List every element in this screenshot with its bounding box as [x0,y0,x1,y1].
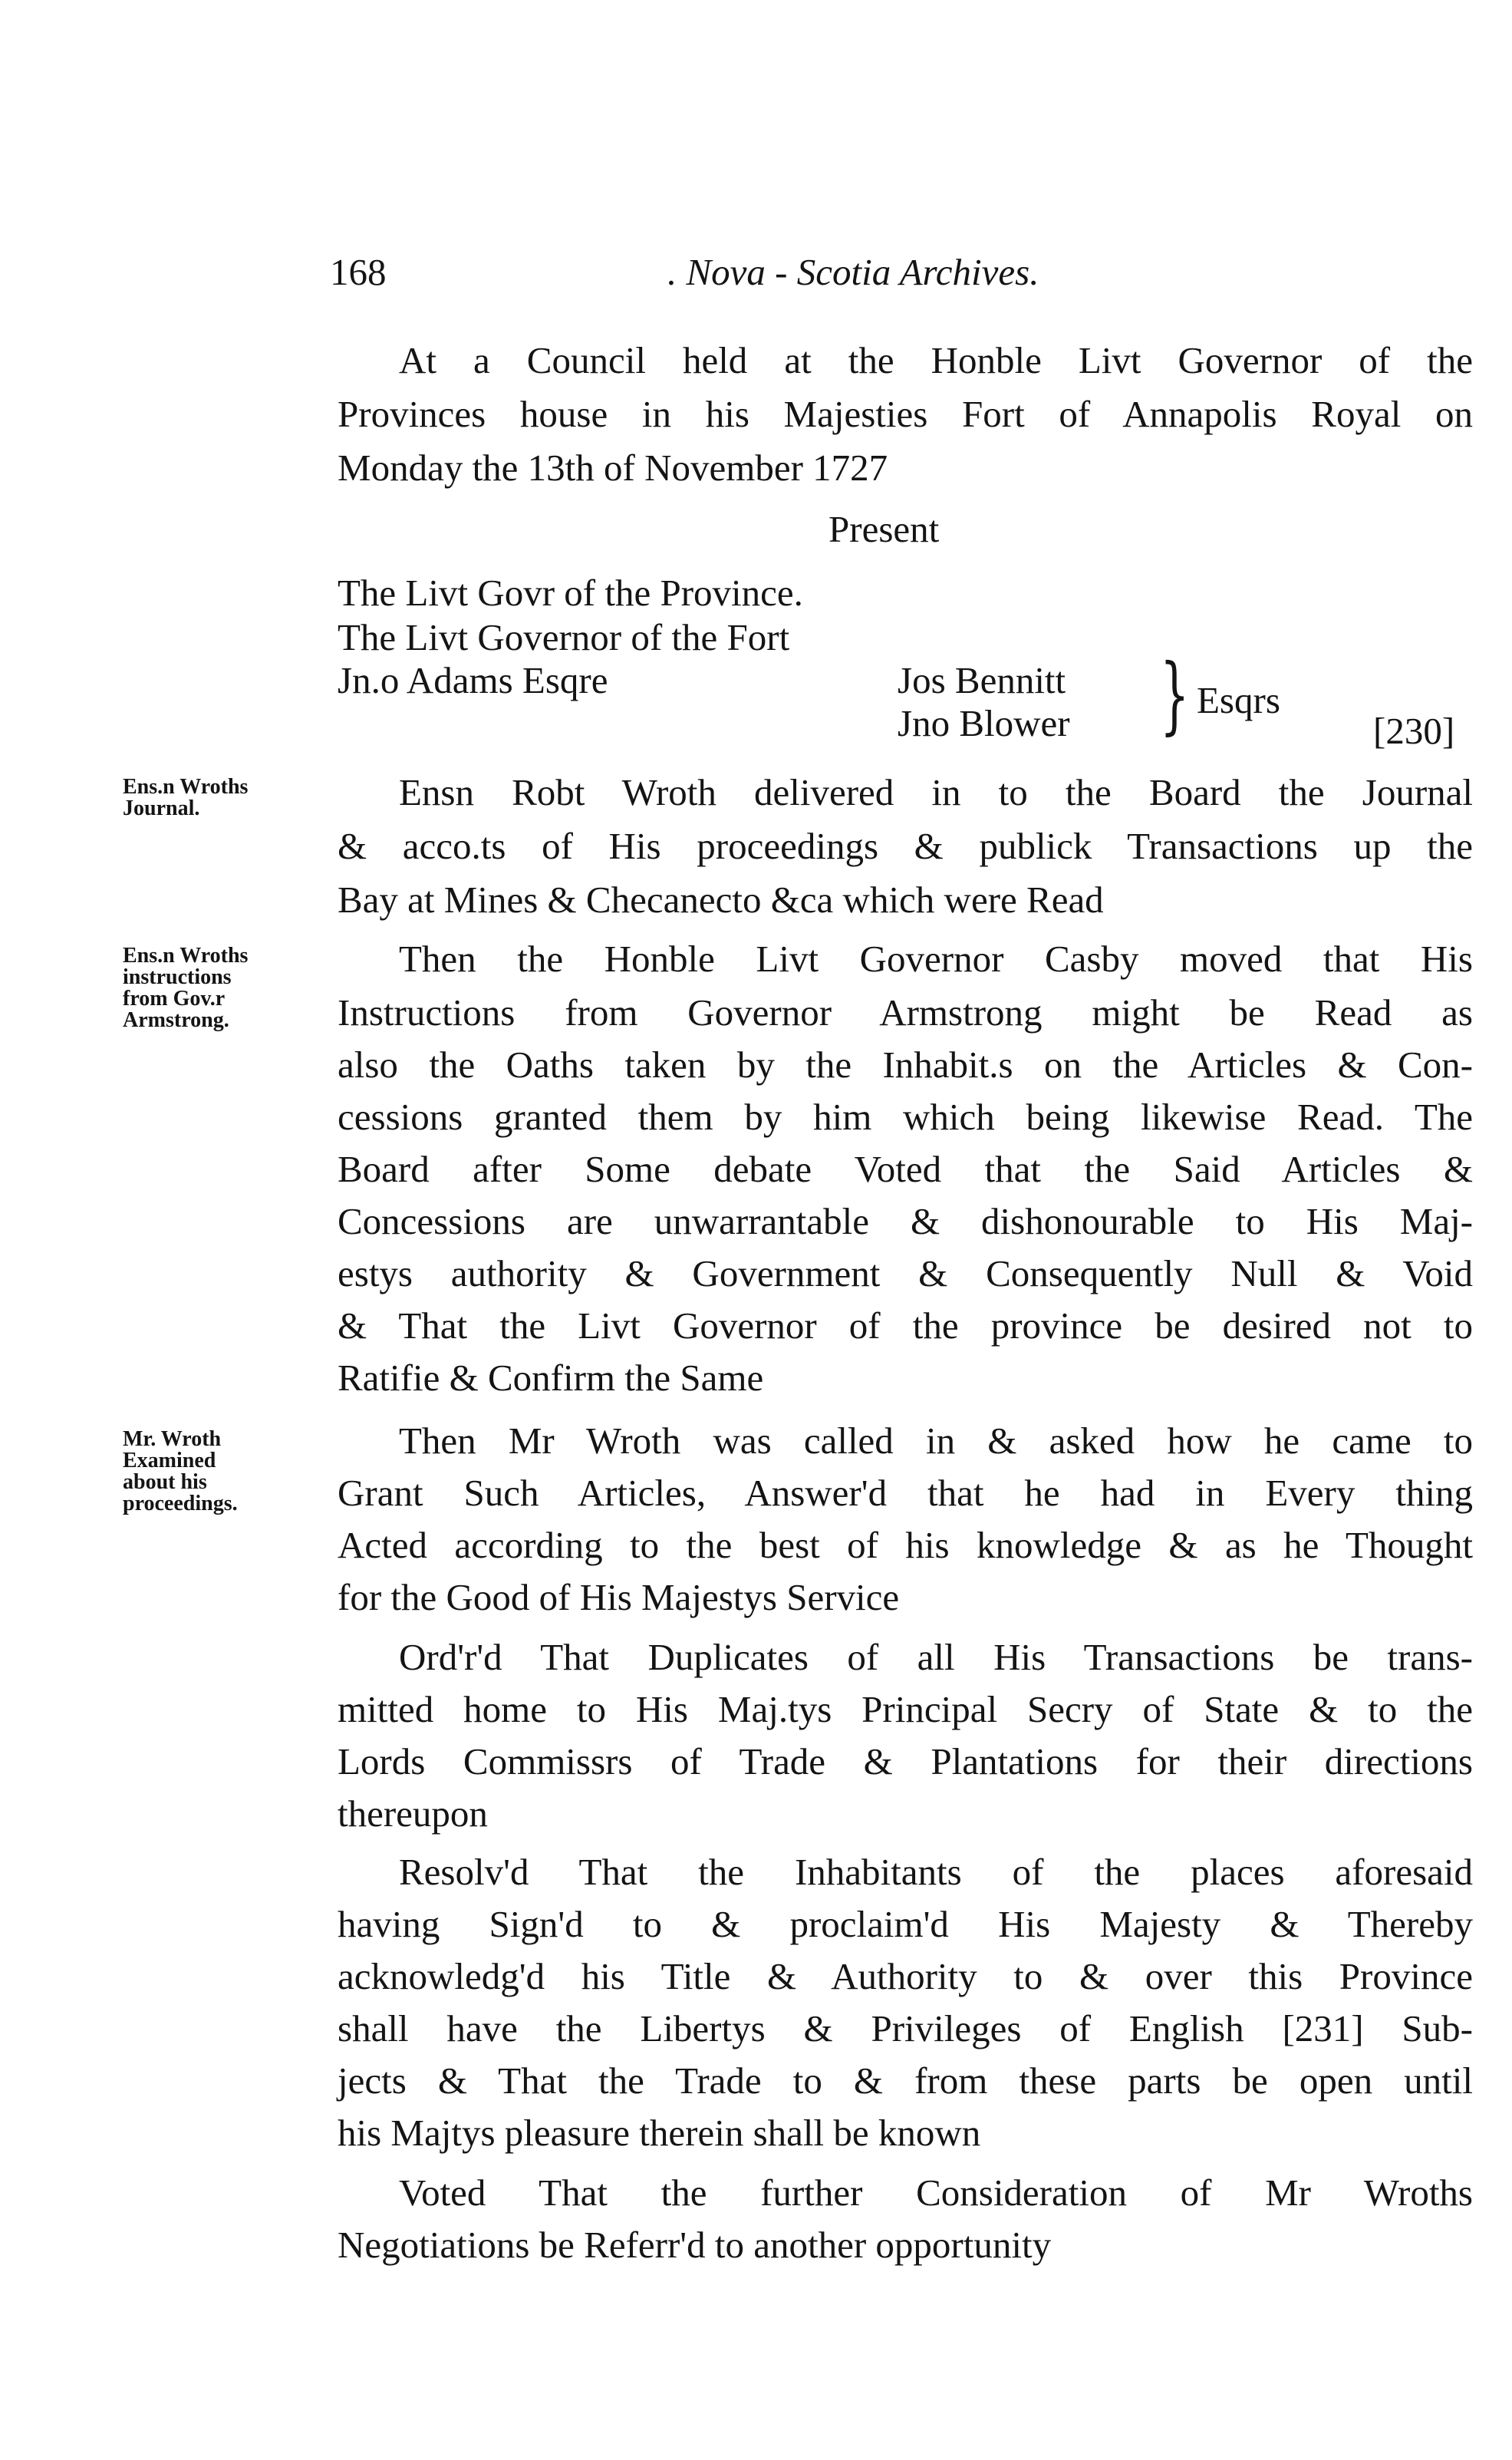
text-line: Resolv'd That the Inhabitants of the places aforesaid [399,1851,1473,1893]
opening-line: Monday the 13th of November 1727 [338,447,888,489]
text-line: Lords Commissrs of Trade & Plantations for their directions [338,1740,1473,1782]
margin-note: Mr. Wroth Examined about his proceedings. [123,1427,238,1515]
text-line: Ratifie & Confirm the Same [338,1357,764,1399]
text-line: thereupon [338,1792,488,1835]
attendee-right: Jos Bennitt [898,659,1066,701]
text-line: Board after Some debate Voted that the Said Articles & [338,1148,1473,1190]
text-line: also the Oaths taken by the Inhabit.s on the Articles & Con- [338,1044,1473,1086]
text-line: his Majtys pleasure therein shall be known [338,2112,981,2154]
text-line: Concessions are unwarrantable & dishonourable to His Maj- [338,1200,1473,1242]
text-line: Then Mr Wroth was called in & asked how he came to [399,1420,1473,1462]
text-line: cessions granted them by him which being likewise Read. The [338,1096,1473,1138]
text-line: Then the Honble Livt Governor Casby moved that His [399,938,1473,980]
margin-note: Ens.n Wroths Journal. [123,775,249,820]
opening-line: Provinces house in his Majesties Fort of Annapolis Royal on [338,393,1473,435]
text-line: & acco.ts of His proceedings & publick Transactions up the [338,825,1473,867]
brace-icon: } [1160,645,1190,744]
text-line: acknowledg'd his Title & Authority to & over this Province [338,1955,1473,1997]
page-marker: [230] [1373,710,1455,752]
text-line: jects & That the Trade to & from these parts be open until [338,2059,1473,2102]
attendee-left: The Livt Govr of the Province. [338,572,803,614]
text-line: estys authority & Government & Consequently Null & Void [338,1252,1473,1294]
text-line: Negotiations be Referr'd to another opportunity [338,2224,1052,2266]
page-number: 168 [330,251,387,293]
attendee-right: Jno Blower [898,702,1070,744]
attendee-right-suffix: Esqrs [1197,679,1280,721]
margin-note: Ens.n Wroths instructions from Gov.r Armstrong. [123,944,249,1032]
text-line: Bay at Mines & Checanecto &ca which were Read [338,879,1104,921]
text-line: Acted according to the best of his knowledge & as he Thought [338,1524,1473,1566]
text-line: Grant Such Articles, Answer'd that he had in Every thing [338,1472,1473,1514]
present-heading: Present [828,508,940,550]
text-line: for the Good of His Majestys Service [338,1576,900,1618]
running-title: . Nova - Scotia Archives. [667,251,1039,293]
text-line: Ord'r'd That Duplicates of all His Transactions be trans- [399,1636,1473,1678]
text-line: shall have the Libertys & Privileges of English [231] Sub- [338,2007,1473,2049]
text-line: mitted home to His Maj.tys Principal Secry of State & to the [338,1688,1473,1730]
text-line: & That the Livt Governor of the province be desired not to [338,1304,1473,1347]
opening-line: At a Council held at the Honble Livt Governor of the [399,339,1473,381]
text-line: Instructions from Governor Armstrong might be Read as [338,991,1473,1034]
text-line: Voted That the further Consideration of Mr Wroths [399,2171,1473,2214]
attendee-left: The Livt Governor of the Fort [338,616,790,658]
text-line: Ensn Robt Wroth delivered in to the Board the Journal [399,771,1473,813]
attendee-left: Jn.o Adams Esqre [338,659,608,701]
text-line: having Sign'd to & proclaim'd His Majesty & Thereby [338,1903,1473,1945]
